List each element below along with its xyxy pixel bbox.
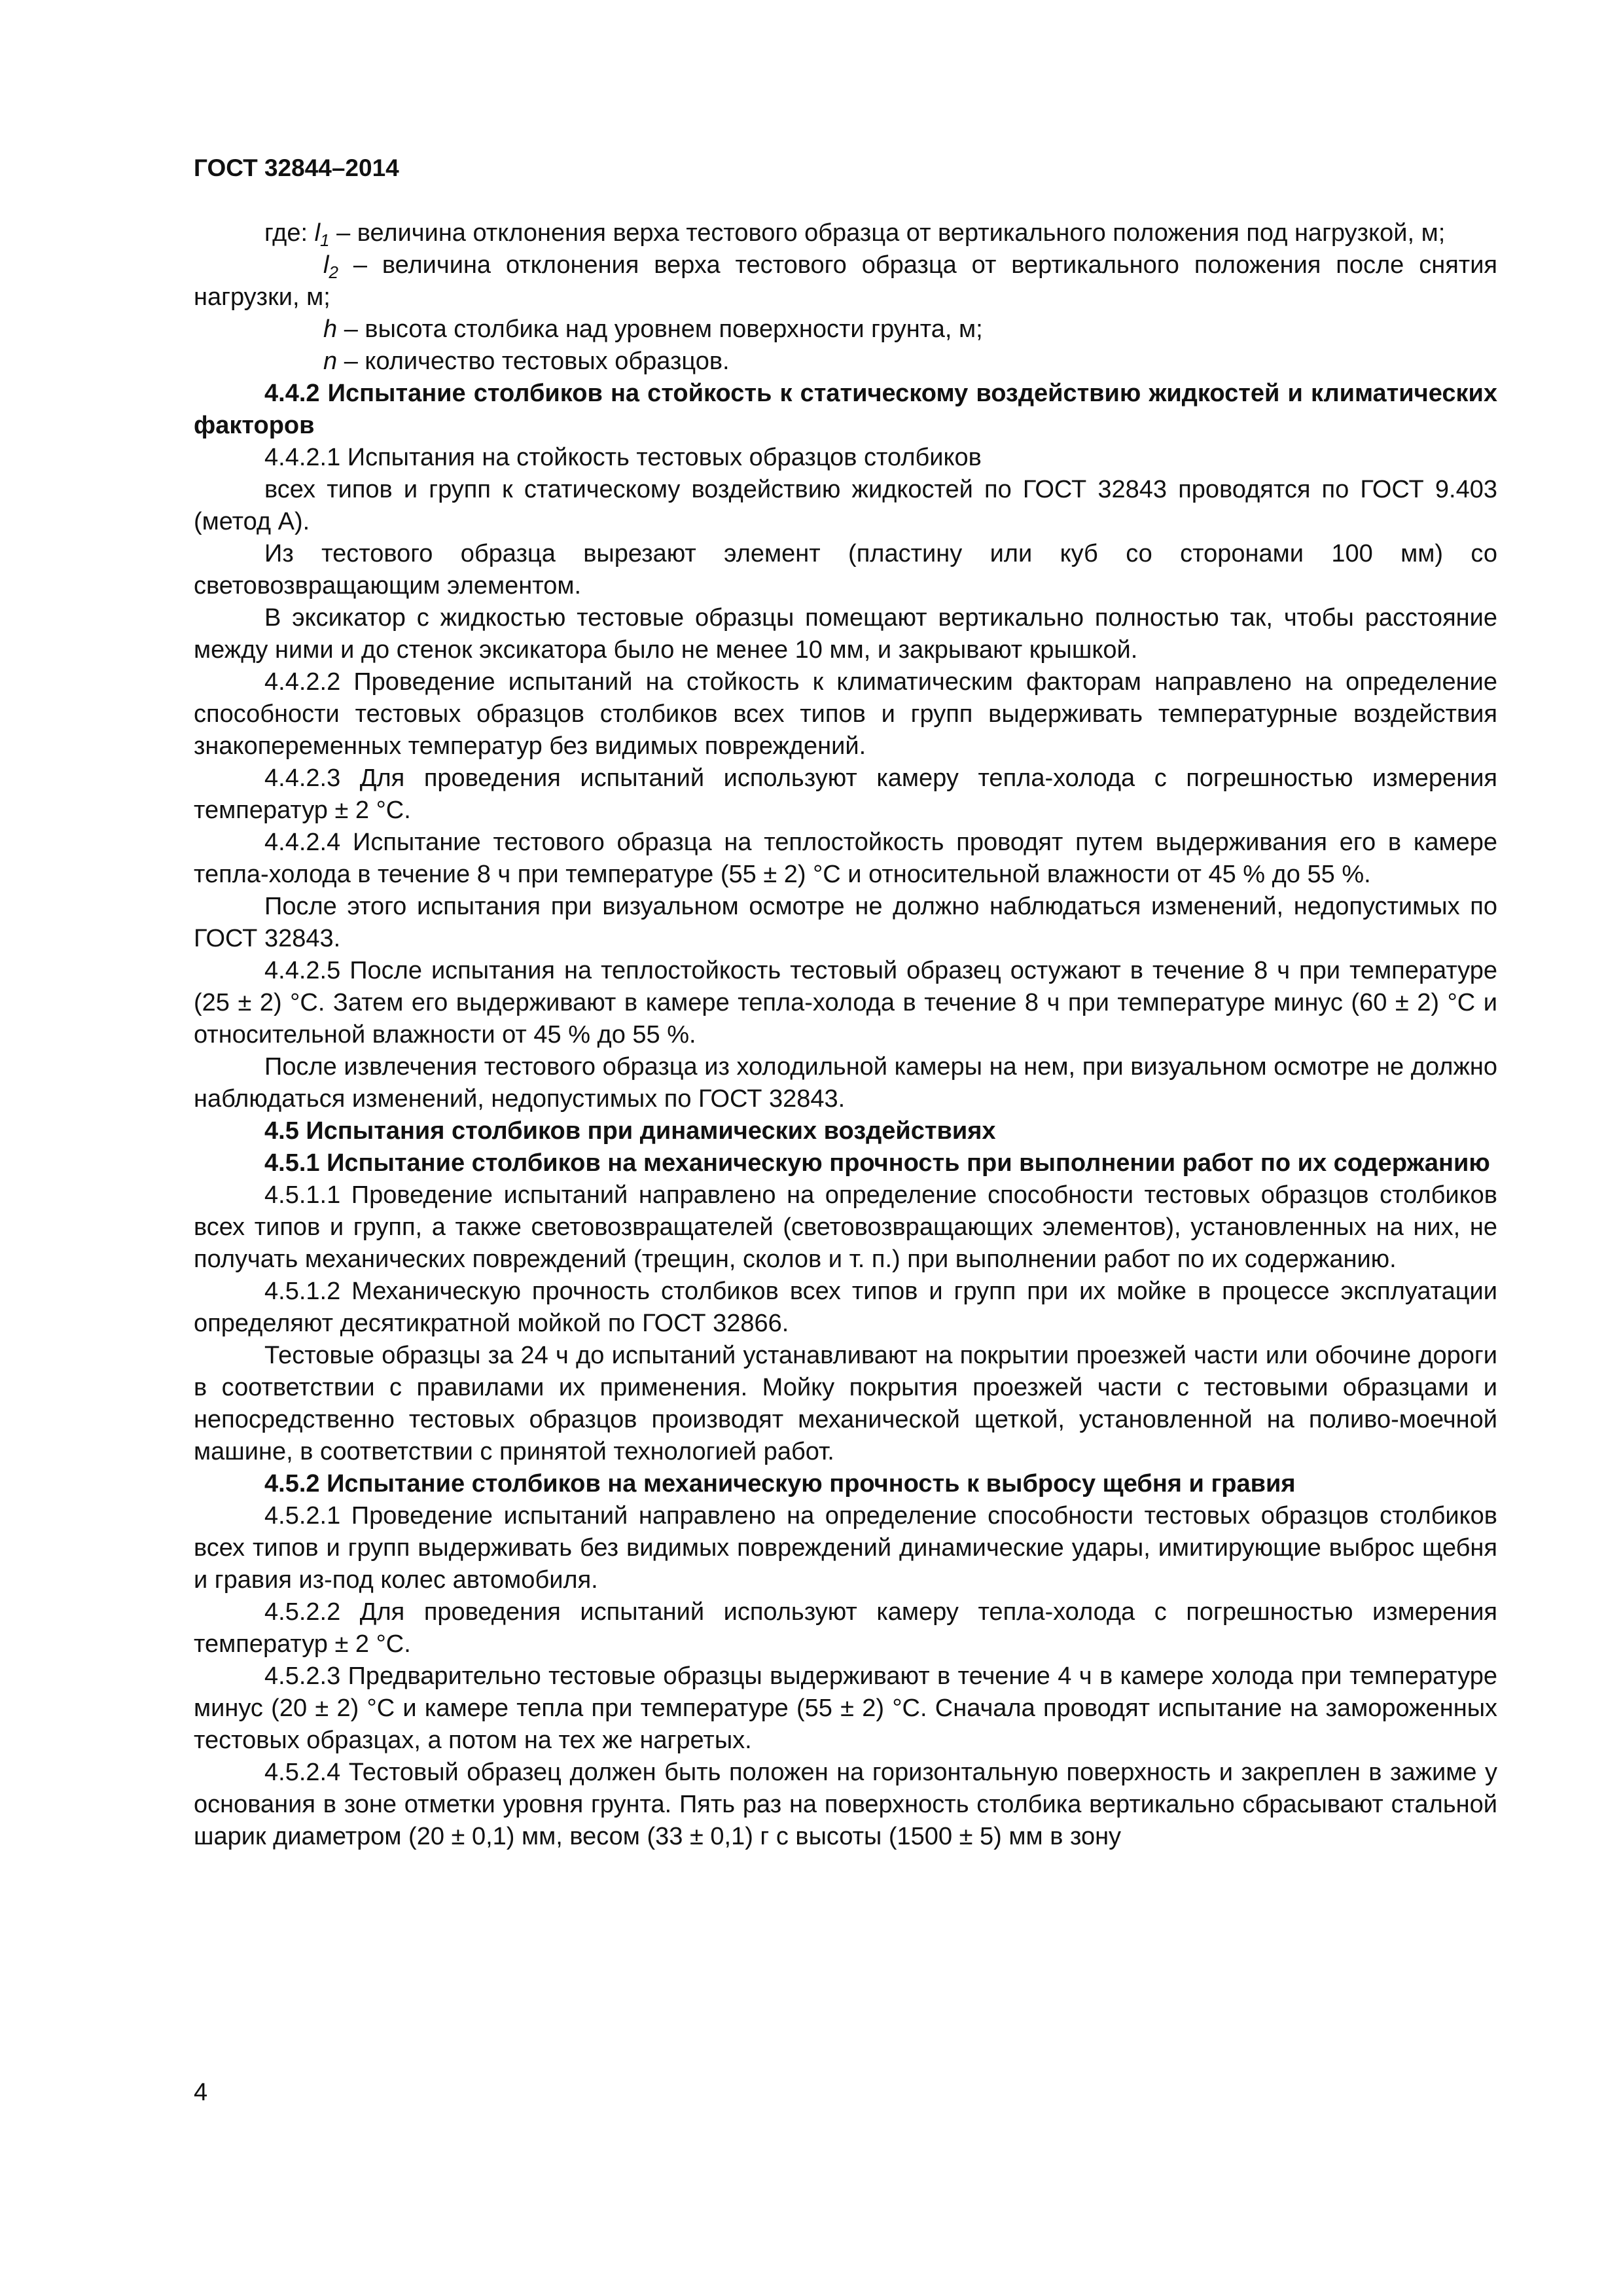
paragraph-4-5-2-2: 4.5.2.2 Для проведения испытаний используют камеру тепла-холода с погрешностью измерения температур ± 2 °С. <box>194 1598 1497 1658</box>
legend-l1-text: – величина отклонения верха тестового образца от вертикального положения под нагрузкой, м; <box>329 219 1446 247</box>
paragraph-after-cold-test: После извлечения тестового образца из холодильной камеры на нем, при визуальном осмотре не должно наблюдаться изменений, недопустимых по ГОСТ 32843. <box>194 1053 1497 1113</box>
paragraph-4-5-1-2: 4.5.1.2 Механическую прочность столбиков всех типов и групп при их мойке в процессе эксплуатации определяют десятикратной мойкой по ГОСТ 32866. <box>194 1278 1497 1337</box>
legend-l2 <box>194 249 1497 314</box>
legend-n-text: – количество тестовых образцов. <box>337 348 730 375</box>
legend-l2-text: – величина отклонения верха тестового образца от вертикального положения после снятия нагрузки, м; <box>194 251 1497 311</box>
paragraph-4-4-2-3: 4.4.2.3 Для проведения испытаний используют камеру тепла-холода с погрешностью измерения температур ± 2 °С. <box>194 764 1497 824</box>
paragraph-4-5-2-4: 4.5.2.4 Тестовый образец должен быть положен на горизонтальную поверхность и закреплен в зажиме у основания в зоне отметки уровня грунта. Пять раз на поверхность столбика вертикально сбрасывают стальной шарик диаметром (20 ± 0,1) мм, весом (33 ± 0,1) г с высоты (1500 ± 5) мм в зону <box>194 1759 1497 1850</box>
paragraph-4-5-1-1: 4.5.1.1 Проведение испытаний направлено на определение способности тестовых образцов столбиков всех типов и групп, а также световозвращателей (световозвращающих элементов), установленных на них, не получать механических повреждений (трещин, сколов и т. п.) при выполнении работ по их содержанию. <box>194 1181 1497 1273</box>
legend-l2-symbol: l <box>323 251 329 279</box>
legend-l1-subscript: 1 <box>320 230 330 250</box>
paragraph-4-4-2-1-cont: всех типов и групп к статическому воздействию жидкостей по ГОСТ 32843 проводятся по ГОСТ 9.403 (метод А). <box>194 476 1497 535</box>
document-header: ГОСТ 32844–2014 <box>194 154 399 181</box>
legend-n <box>194 346 1497 378</box>
paragraph-exsiccator: В эксикатор с жидкостью тестовые образцы помещают вертикально полностью так, чтобы расстояние между ними и до стенок эксикатора было не менее 10 мм, и закрывают крышкой. <box>194 604 1497 664</box>
section-heading-4-5: 4.5 Испытания столбиков при динамических воздействиях <box>264 1117 996 1145</box>
paragraph-washing: Тестовые образцы за 24 ч до испытаний устанавливают на покрытии проезжей части или обочине дороги в соответствии с правилами их применения. Мойку покрытия проезжей части с тестовыми образцами и непосредственно тестовых образцов производят механической щеткой, установленной на поливо-моечной машине, в соответствии с принятой технологией работ. <box>194 1342 1497 1465</box>
legend-intro: где: <box>264 219 308 247</box>
paragraph-4-4-2-2: 4.4.2.2 Проведение испытаний на стойкость к климатическим факторам направлено на определение способности тестовых образцов столбиков всех типов и групп выдерживать температурные воздействия знакопеременных температур без видимых повреждений. <box>194 668 1497 760</box>
legend-n-symbol: n <box>323 348 338 375</box>
section-heading-4-5-2: 4.5.2 Испытание столбиков на механическую прочность к выбросу щебня и гравия <box>264 1470 1296 1498</box>
legend-h-text: – высота столбика над уровнем поверхности грунта, м; <box>337 315 983 343</box>
section-heading-4-5-1: 4.5.1 Испытание столбиков на механическую прочность при выполнении работ по их содержанию <box>264 1149 1490 1177</box>
page-number: 4 <box>194 2079 208 2106</box>
paragraph-4-4-2-4: 4.4.2.4 Испытание тестового образца на теплостойкость проводят путем выдерживания его в камере тепла-холода в течение 8 ч при температуре (55 ± 2) °С и относительной влажности от 45 % до 55 %. <box>194 829 1497 888</box>
paragraph-4-4-2-1: 4.4.2.1 Испытания на стойкость тестовых образцов столбиков <box>264 444 982 471</box>
paragraph-sample-cut: Из тестового образца вырезают элемент (пластину или куб со сторонами 100 мм) со световозвращающим элементом. <box>194 540 1497 600</box>
document-body <box>194 217 1497 1853</box>
legend-l1-symbol: l <box>314 219 321 247</box>
paragraph-after-heat-test: После этого испытания при визуальном осмотре не должно наблюдаться изменений, недопустимых по ГОСТ 32843. <box>194 893 1497 952</box>
paragraph-4-4-2-5: 4.4.2.5 После испытания на теплостойкость тестовый образец остужают в течение 8 ч при температуре (25 ± 2) °С. Затем его выдерживают в камере тепла-холода в течение 8 ч при температуре минус (60 ± 2) °С и относительной влажности от 45 % до 55 %. <box>194 957 1497 1049</box>
paragraph-4-5-2-1: 4.5.2.1 Проведение испытаний направлено на определение способности тестовых образцов столбиков всех типов и групп выдерживать без видимых повреждений динамические удары, имитирующие выброс щебня и гравия из-под колес автомобиля. <box>194 1502 1497 1594</box>
legend-l2-subscript: 2 <box>329 262 338 282</box>
legend-l1 <box>194 217 1497 249</box>
legend-h <box>194 314 1497 346</box>
legend-h-symbol: h <box>323 315 338 343</box>
paragraph-4-5-2-3: 4.5.2.3 Предварительно тестовые образцы выдерживают в течение 4 ч в камере холода при температуре минус (20 ± 2) °С и камере тепла при температуре (55 ± 2) °С. Сначала проводят испытание на замороженных тестовых образцах, а потом на тех же нагретых. <box>194 1662 1497 1754</box>
section-heading-4-4-2: 4.4.2 Испытание столбиков на стойкость к статическому воздействию жидкостей и климатических факторов <box>194 380 1497 439</box>
